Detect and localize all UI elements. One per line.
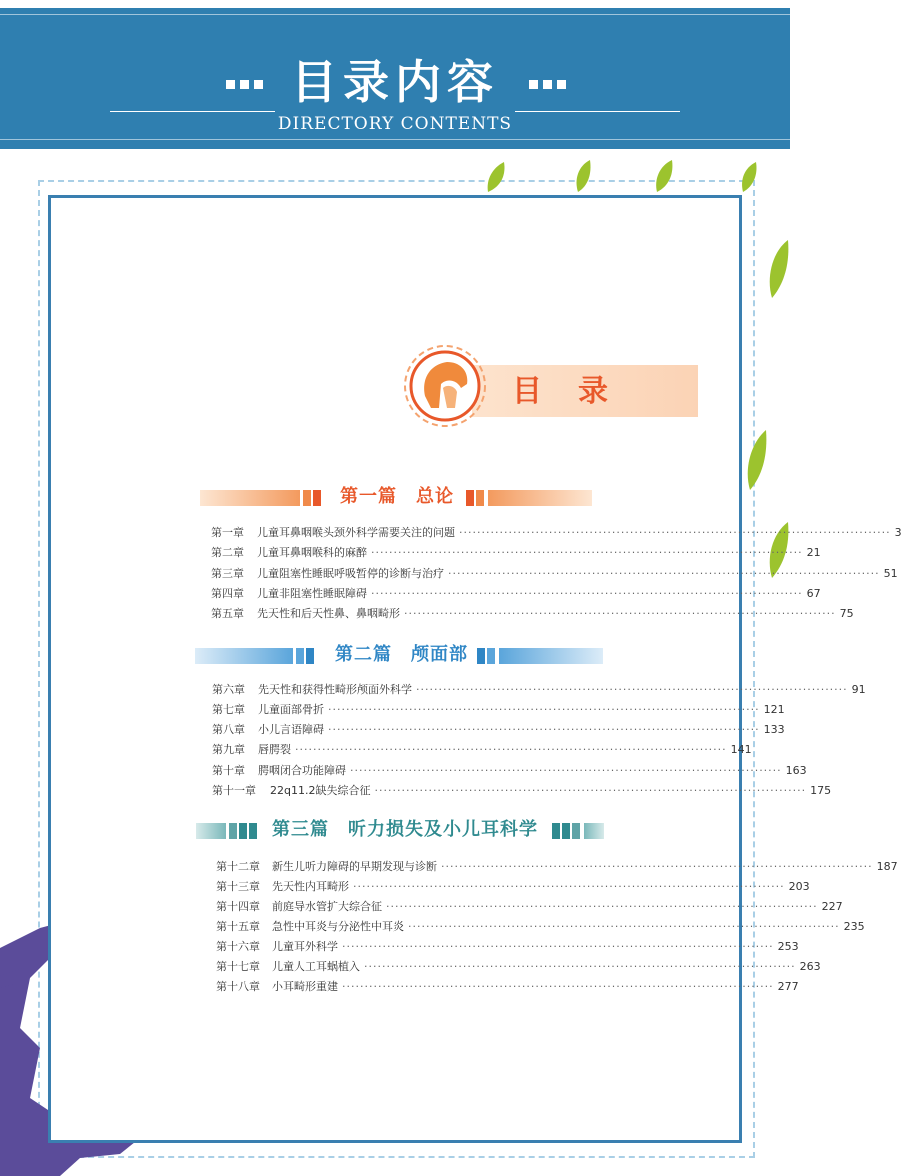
part-2-header [195,645,603,667]
toc-entry[interactable]: 第十二章 新生儿听力障碍的早期发现与诊断 ································································································ 187 [216,859,898,873]
leader-dots: ································································································ [386,899,818,913]
leader-dots: ································································································ [404,606,836,620]
leader-dots: ································································································ [448,566,880,580]
leader-dots: ································································································ [295,742,727,756]
toc-entry[interactable]: 第九章 唇腭裂 ································································································ 141 [212,742,752,756]
toc-entry[interactable]: 第六章 先天性和获得性畸形颅面外科学 ································································································ 91 [212,682,866,696]
toc-entry[interactable]: 第十四章 前庭导水管扩大综合征 ································································································ 227 [216,899,843,913]
leader-dots: ································································································ [374,783,807,797]
leader-dots: ································································································ [441,859,873,873]
leader-dots: ································································································ [328,722,760,736]
leader-dots: ································································································ [353,879,785,893]
toc-entry[interactable]: 第一章 儿童耳鼻咽喉头颈外科学需要关注的问题 ································································································ 3 [211,525,902,539]
leaf-4-icon [738,160,760,194]
toc-entry[interactable]: 第二章 儿童耳鼻咽喉科的麻醉 ································································································ 21 [211,545,821,559]
toc-entry[interactable]: 第十六章 儿童耳外科学 ································································································ 253 [216,939,799,953]
contents-page [48,195,902,1143]
toc-entry[interactable]: 第十五章 急性中耳炎与分泌性中耳炎 ································································································ 235 [216,919,865,933]
leader-dots: ································································································ [350,763,782,777]
banner-bottom-line [0,139,790,140]
toc-entry[interactable]: 第七章 儿童面部骨折 ································································································ 121 [212,702,785,716]
part-3-title: 第三篇 听力损失及小儿耳科学 [272,819,538,840]
part-1-header [200,487,592,509]
toc-entry[interactable]: 第十三章 先天性内耳畸形 ································································································ 203 [216,879,810,893]
leaf-2-icon [572,158,594,194]
part-3-header [196,820,604,842]
toc-entry[interactable]: 第十八章 小耳畸形重建 ································································································ 277 [216,979,799,993]
leaf-3-icon [652,158,676,194]
header-banner [0,8,790,149]
toc-entry[interactable]: 第四章 儿童非阻塞性睡眠障碍 ································································································ 67 [211,586,821,600]
leaf-6-icon [744,428,768,492]
leader-dots: ································································································ [371,545,803,559]
toc-entry[interactable]: 第三章 儿童阻塞性睡眠呼吸暂停的诊断与治疗 ································································································ 51 [211,566,898,580]
toc-entry[interactable]: 第十章 腭咽闭合功能障碍 ································································································ 163 [212,763,807,777]
leader-dots: ································································································ [416,682,848,696]
leader-dots: ································································································ [459,525,891,539]
contents-heading: 目录 [512,374,644,409]
banner-subtitle: DIRECTORY CONTENTS [277,114,513,134]
leader-dots: ································································································ [371,586,803,600]
toc-entry[interactable]: 第十七章 儿童人工耳蜗植入 ································································································ 263 [216,959,821,973]
leaf-1-icon [484,160,510,194]
leader-dots: ································································································ [328,702,760,716]
toc-entry[interactable]: 第五章 先天性和后天性鼻、鼻咽畸形 ································································································ 75 [211,606,854,620]
leader-dots: ································································································ [342,939,774,953]
banner-top-line [0,14,790,15]
ent-anatomy-icon [403,344,487,428]
part-2-title: 第二篇 颅面部 [335,644,468,665]
toc-entry[interactable]: 第十一章 22q11.2缺失综合征 ································································································ 175 [212,783,832,797]
leader-dots: ································································································ [364,959,796,973]
leader-dots: ································································································ [342,979,774,993]
leader-dots: ································································································ [408,919,840,933]
banner-rule-left [110,111,275,112]
leaf-5-icon [766,238,790,300]
banner-title: 目录内容 [291,55,499,109]
banner-rule-right [515,111,680,112]
part-1-title: 第一篇 总论 [340,486,454,507]
toc-entry[interactable]: 第八章 小儿言语障碍 ································································································ 133 [212,722,785,736]
